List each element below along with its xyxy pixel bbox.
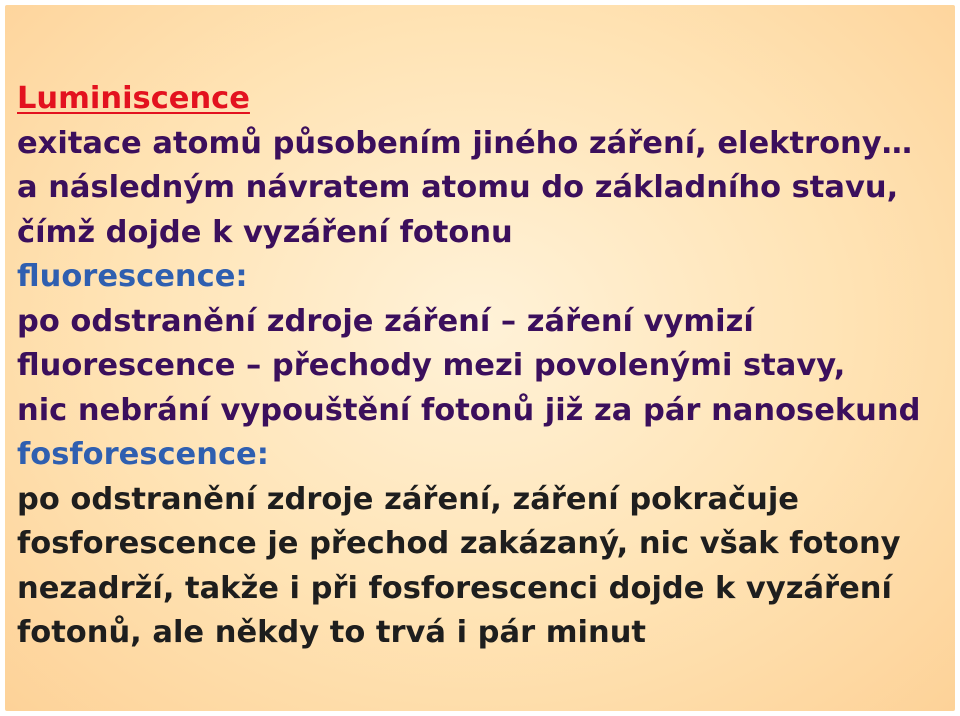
slide-title: Luminiscence — [17, 81, 250, 116]
fosforescence-heading: fosforescence: — [17, 437, 269, 472]
fluorescence-line-3: nic nebrání vypouštění fotonů již za pár nanosekund — [17, 392, 921, 428]
slide — [5, 5, 955, 711]
slide-content — [17, 77, 955, 656]
fluorescence-line-2: fluorescence – přechody mezi povolenými stavy, — [17, 348, 846, 383]
intro-line-2: a následným návratem atomu do základního stavu, — [17, 170, 899, 205]
intro-line-3: čímž dojde k vyzáření fotonu — [17, 214, 513, 250]
intro-line-1: exitace atomů působením jiného záření, elektrony… — [17, 125, 913, 161]
fosforescence-line-3: nezadrží, takže i při fosforescenci dojde k vyzáření — [17, 570, 892, 606]
fosforescence-line-4: fotonů, ale někdy to trvá i pár minut — [17, 615, 646, 650]
fluorescence-line-1: po odstranění zdroje záření – záření vymizí — [17, 303, 754, 339]
fosforescence-line-2: fosforescence je přechod zakázaný, nic však fotony — [17, 526, 901, 561]
fosforescence-line-1: po odstranění zdroje záření, záření pokračuje — [17, 481, 799, 517]
fluorescence-heading: fluorescence: — [17, 259, 248, 294]
